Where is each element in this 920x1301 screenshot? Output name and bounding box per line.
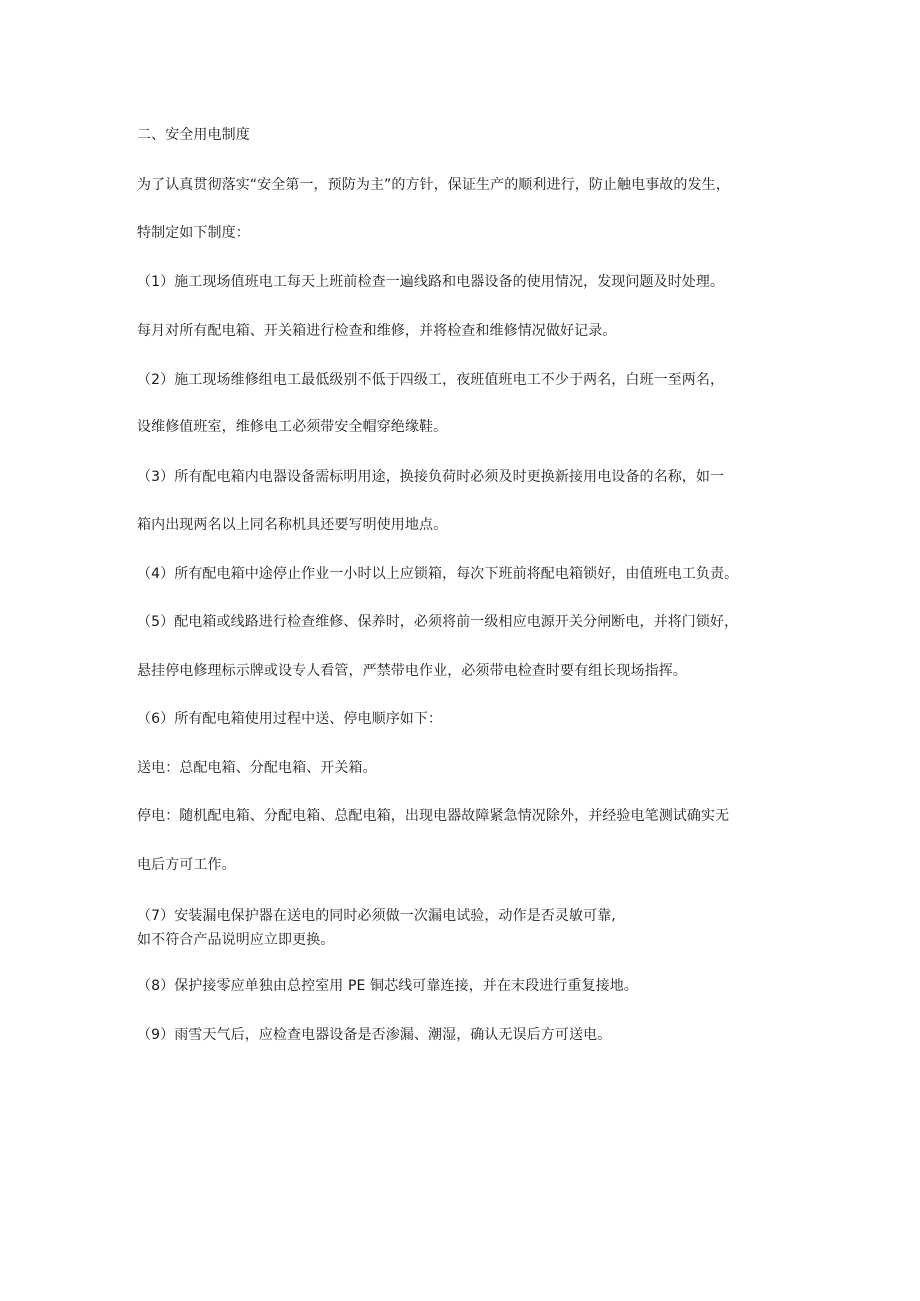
item-8-line-1: （8）保护接零应单独由总控室用 PE 铜芯线可靠连接，并在末段进行重复接地。 [137,978,638,994]
item-7-line-2: 如不符合产品说明应立即更换。 [137,932,335,948]
item-3-line-1: （3）所有配电箱内电器设备需标明用途，换接负荷时必须及时更换新接用电设备的名称，如一 [137,469,725,485]
item-5-line-1: （5）配电箱或线路进行检查维修、保养时，必须将前一级相应电源开关分闸断电，并将门锁好， [137,614,739,630]
item-6-line-1: （6）所有配电箱使用过程中送、停电顺序如下： [137,711,443,727]
item-2-line-2: 设维修值班室，维修电工必须带安全帽穿绝缘鞋。 [137,419,448,435]
item-1-line-1: （1）施工现场值班电工每天上班前检查一遍线路和电器设备的使用情况，发现问题及时处理。 [137,274,725,290]
item-4-line-1: （4）所有配电箱中途停止作业一小时以上应锁箱，每次下班前将配电箱锁好，由值班电工负责。 [137,566,739,582]
item-7-line-1: （7）安装漏电保护器在送电的同时必须做一次漏电试验，动作是否灵敏可靠, [137,908,616,924]
item-5-line-2: 悬挂停电修理标示牌或设专人看管，严禁带电作业，必须带电检查时要有组长现场指挥。 [137,663,687,679]
item-9-line-1: （9）雨雪天气后，应检查电器设备是否渗漏、潮湿，确认无误后方可送电。 [137,1027,612,1043]
paragraph-line-2: 特制定如下制度： [137,225,250,241]
power-off-sequence-line-2: 电后方可工作。 [137,857,236,873]
item-2-line-1: （2）施工现场维修组电工最低级别不低于四级工，夜班值班电工不少于两名，白班一至两名， [137,372,725,388]
item-1-line-2: 每月对所有配电箱、开关箱进行检查和维修，并将检查和维修情况做好记录。 [137,323,617,339]
section-heading: 二、安全用电制度 [137,127,250,143]
power-on-sequence: 送电：总配电箱、分配电箱、开关箱。 [137,760,377,776]
paragraph-line-1: 为了认真贯彻落实“安全第一，预防为主”的方针，保证生产的顺利进行，防止触电事故的发生， [137,177,730,193]
power-off-sequence-line-1: 停电：随机配电箱、分配电箱、总配电箱，出现电器故障紧急情况除外，并经验电笔测试确实无 [137,808,730,824]
item-3-line-2: 箱内出现两名以上同名称机具还要写明使用地点。 [137,517,448,533]
